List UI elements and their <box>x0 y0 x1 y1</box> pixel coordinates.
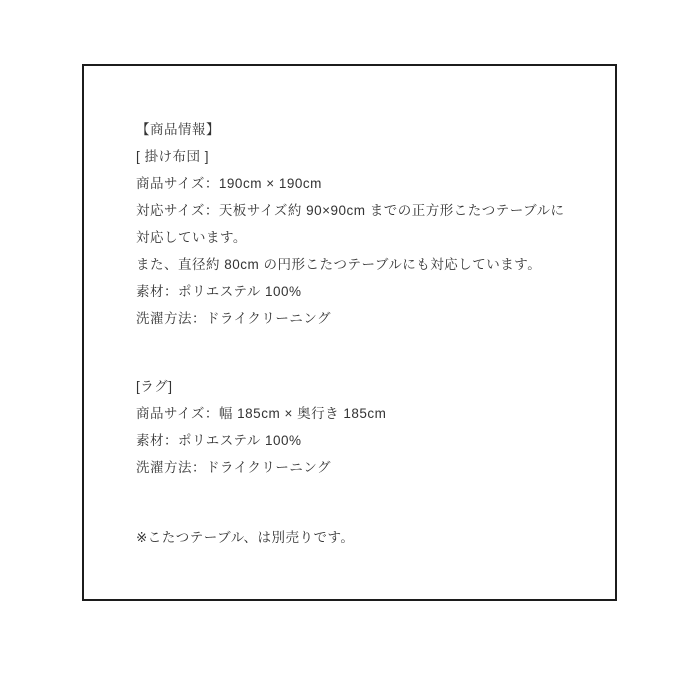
sold-separately-note: ※こたつテーブル、は別売りです。 <box>136 530 355 545</box>
futon-material: 素材：ポリエステル 100% <box>136 284 302 299</box>
futon-round-table-note: また、直径約 80cm の円形こたつテーブルにも対応しています。 <box>136 257 542 272</box>
futon-compatible-size: 対応サイズ：天板サイズ約 90×90cm までの正方形こたつテーブルに <box>136 203 565 218</box>
rug-material: 素材：ポリエステル 100% <box>136 433 302 448</box>
futon-section-heading: [ 掛け布団 ] <box>136 149 210 164</box>
rug-washing-method: 洗濯方法：ドライクリーニング <box>136 460 332 475</box>
futon-washing-method: 洗濯方法：ドライクリーニング <box>136 311 332 326</box>
product-info-title: 【商品情報】 <box>136 122 220 137</box>
info-border-frame <box>82 64 617 601</box>
futon-compatible-size-continued: 対応しています。 <box>136 230 247 245</box>
info-content <box>136 116 599 551</box>
rug-product-size: 商品サイズ：幅 185cm × 奥行き 185cm <box>136 406 387 421</box>
rug-section-heading: [ラグ] <box>136 379 173 394</box>
futon-product-size: 商品サイズ：190cm × 190cm <box>136 176 322 191</box>
